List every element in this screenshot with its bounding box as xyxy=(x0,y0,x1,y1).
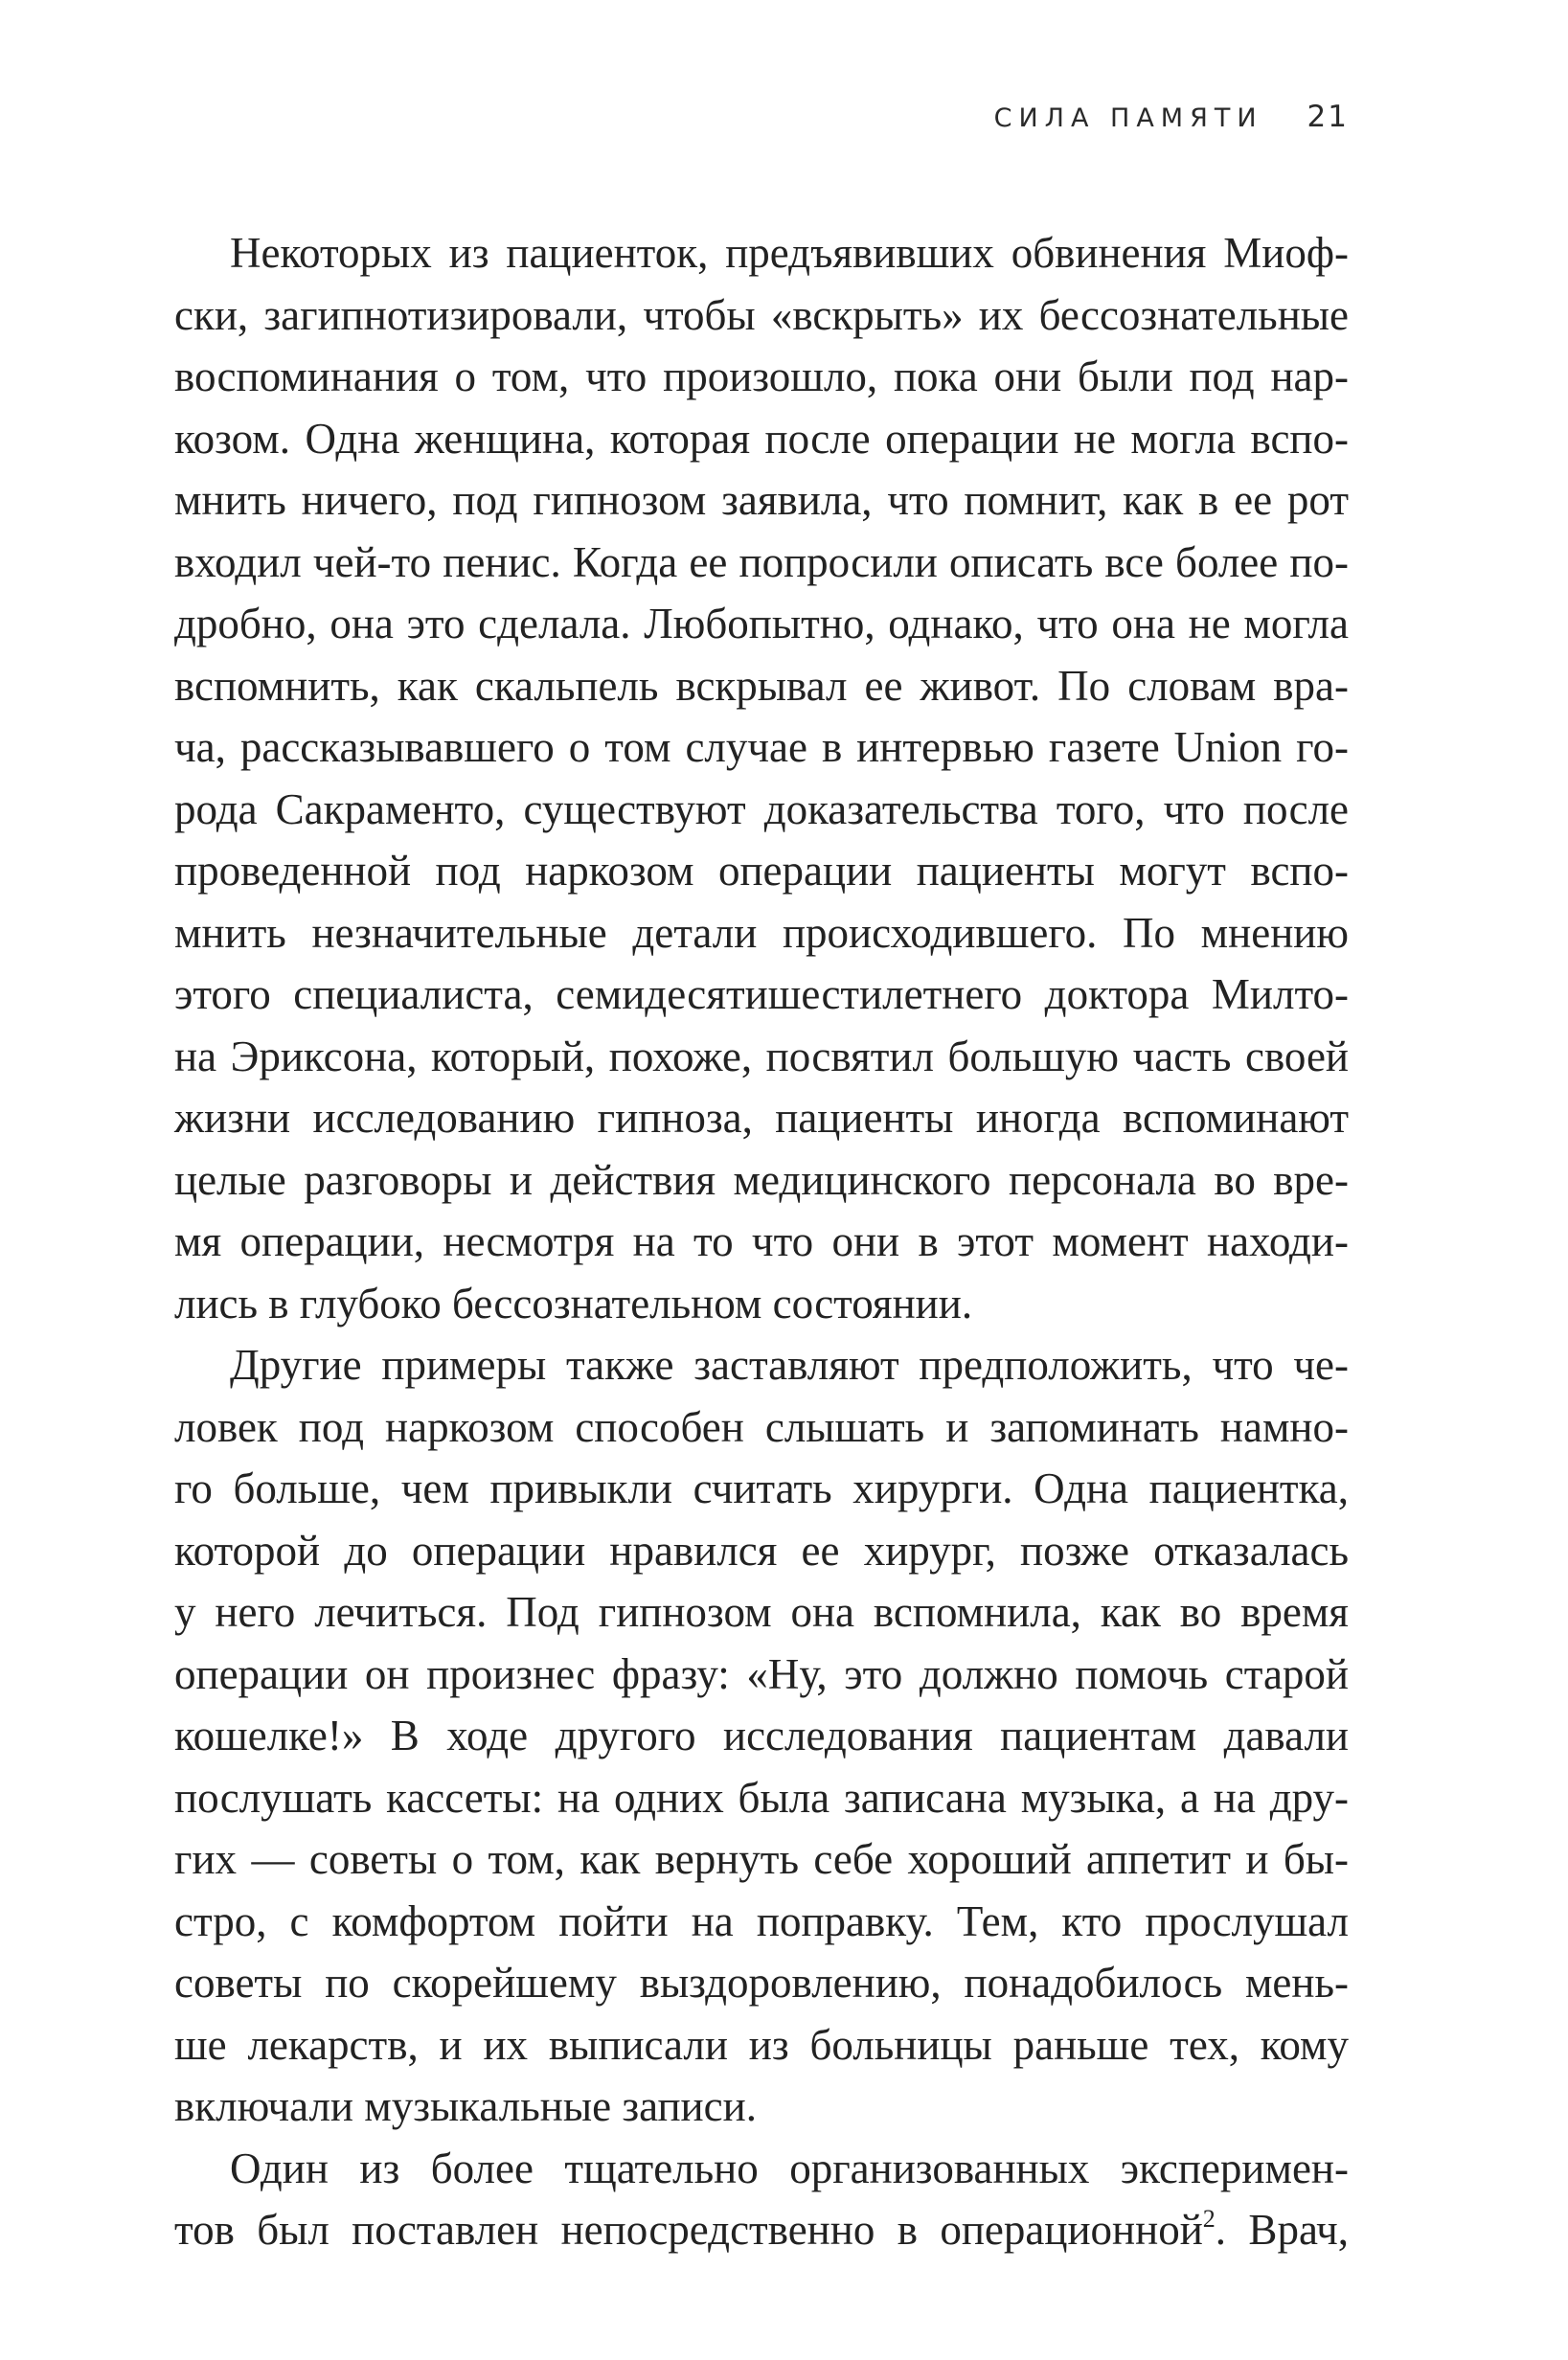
text-line: которой до операции нравился ее хирург, позже отказалась xyxy=(174,1526,1349,1575)
text-line: лись в глубоко бессознательном состоянии. xyxy=(174,1279,973,1328)
text-line: стро, с комфортом пойти на поправку. Тем, кто прослушал xyxy=(174,1896,1349,1945)
text-line: ше лекарств, и их выписали из больницы раньше тех, кому xyxy=(174,2020,1349,2069)
text-line: операции он произнес фразу: «Ну, это должно помочь старой xyxy=(174,1649,1349,1698)
text-line: включали музыкальные записи. xyxy=(174,2082,757,2130)
text-line: вспомнить, как скальпель вскрывал ее живот. По словам вра- xyxy=(174,661,1349,710)
text-line: мя операции, несмотря на то что они в этот момент находи- xyxy=(174,1217,1349,1265)
running-header xyxy=(994,100,1349,134)
text-line: гих — советы о том, как вернуть себе хороший аппетит и бы- xyxy=(174,1835,1349,1883)
text-line: Другие примеры также заставляют предположить, что че- xyxy=(230,1341,1349,1389)
text-line: ски, загипнотизировали, чтобы «вскрыть» их бессознательные xyxy=(174,290,1349,339)
text-line: ловек под наркозом способен слышать и запоминать намно- xyxy=(174,1402,1349,1451)
text-line: Некоторых из пациенток, предъявивших обвинения Миоф- xyxy=(230,229,1349,277)
text-line: жизни исследованию гипноза, пациенты иногда вспоминают xyxy=(174,1094,1349,1142)
text-line: мнить незначительные детали происходившего. По мнению xyxy=(174,908,1349,957)
text-line: воспоминания о том, что произошло, пока они были под нар- xyxy=(174,352,1349,400)
text-line: козом. Одна женщина, которая после операции не могла вспо- xyxy=(174,414,1349,463)
text-line: дробно, она это сделала. Любопытно, однако, что она не могла xyxy=(174,600,1349,647)
text-line: проведенной под наркозом операции пациенты могут вспо- xyxy=(174,847,1349,895)
text-line: кошелке!» В ходе другого исследования пациентам давали xyxy=(174,1712,1349,1759)
text-line: входил чей-то пенис. Когда ее попросили описать все более по- xyxy=(174,537,1349,586)
text-line: на Эриксона, который, похоже, посвятил большую часть своей xyxy=(174,1032,1349,1080)
text-line: ча, рассказывавшего о том случае в интервью газете Union го- xyxy=(174,723,1349,771)
paragraph xyxy=(174,1334,1349,2138)
text-line: советы по скорейшему выздоровлению, понадобилось мень- xyxy=(174,1959,1349,2007)
running-title: СИЛА ПАМЯТИ xyxy=(993,103,1263,133)
text-line: послушать кассеты: на одних была записана музыка, а на дру- xyxy=(174,1773,1349,1822)
text-line: у него лечиться. Под гипнозом она вспомнила, как во время xyxy=(174,1588,1349,1636)
body-text xyxy=(174,222,1349,2261)
text-line: этого специалиста, семидесятишестилетнего доктора Милто- xyxy=(174,970,1349,1018)
text-line: Один из более тщательно организованных эксперимен- xyxy=(230,2144,1349,2192)
paragraph xyxy=(174,2138,1349,2261)
text-line: рода Сакраменто, существуют доказательства того, что после xyxy=(174,784,1349,833)
text-line: целые разговоры и действия медицинского персонала во вре- xyxy=(174,1155,1349,1204)
text-line: мнить ничего, под гипнозом заявила, что помнит, как в ее рот xyxy=(174,476,1349,524)
footnote-reference[interactable]: 2 xyxy=(1202,2205,1216,2233)
page-number: 21 xyxy=(1307,100,1349,134)
text-line: го больше, чем привыкли считать хирурги. Одна пациентка, xyxy=(174,1464,1349,1512)
text-span: тов был поставлен непосредственно в операционной xyxy=(174,2206,1203,2254)
text-span: . Врач, xyxy=(1215,2206,1349,2254)
text-line xyxy=(174,2199,1349,2261)
paragraph xyxy=(174,222,1349,1334)
